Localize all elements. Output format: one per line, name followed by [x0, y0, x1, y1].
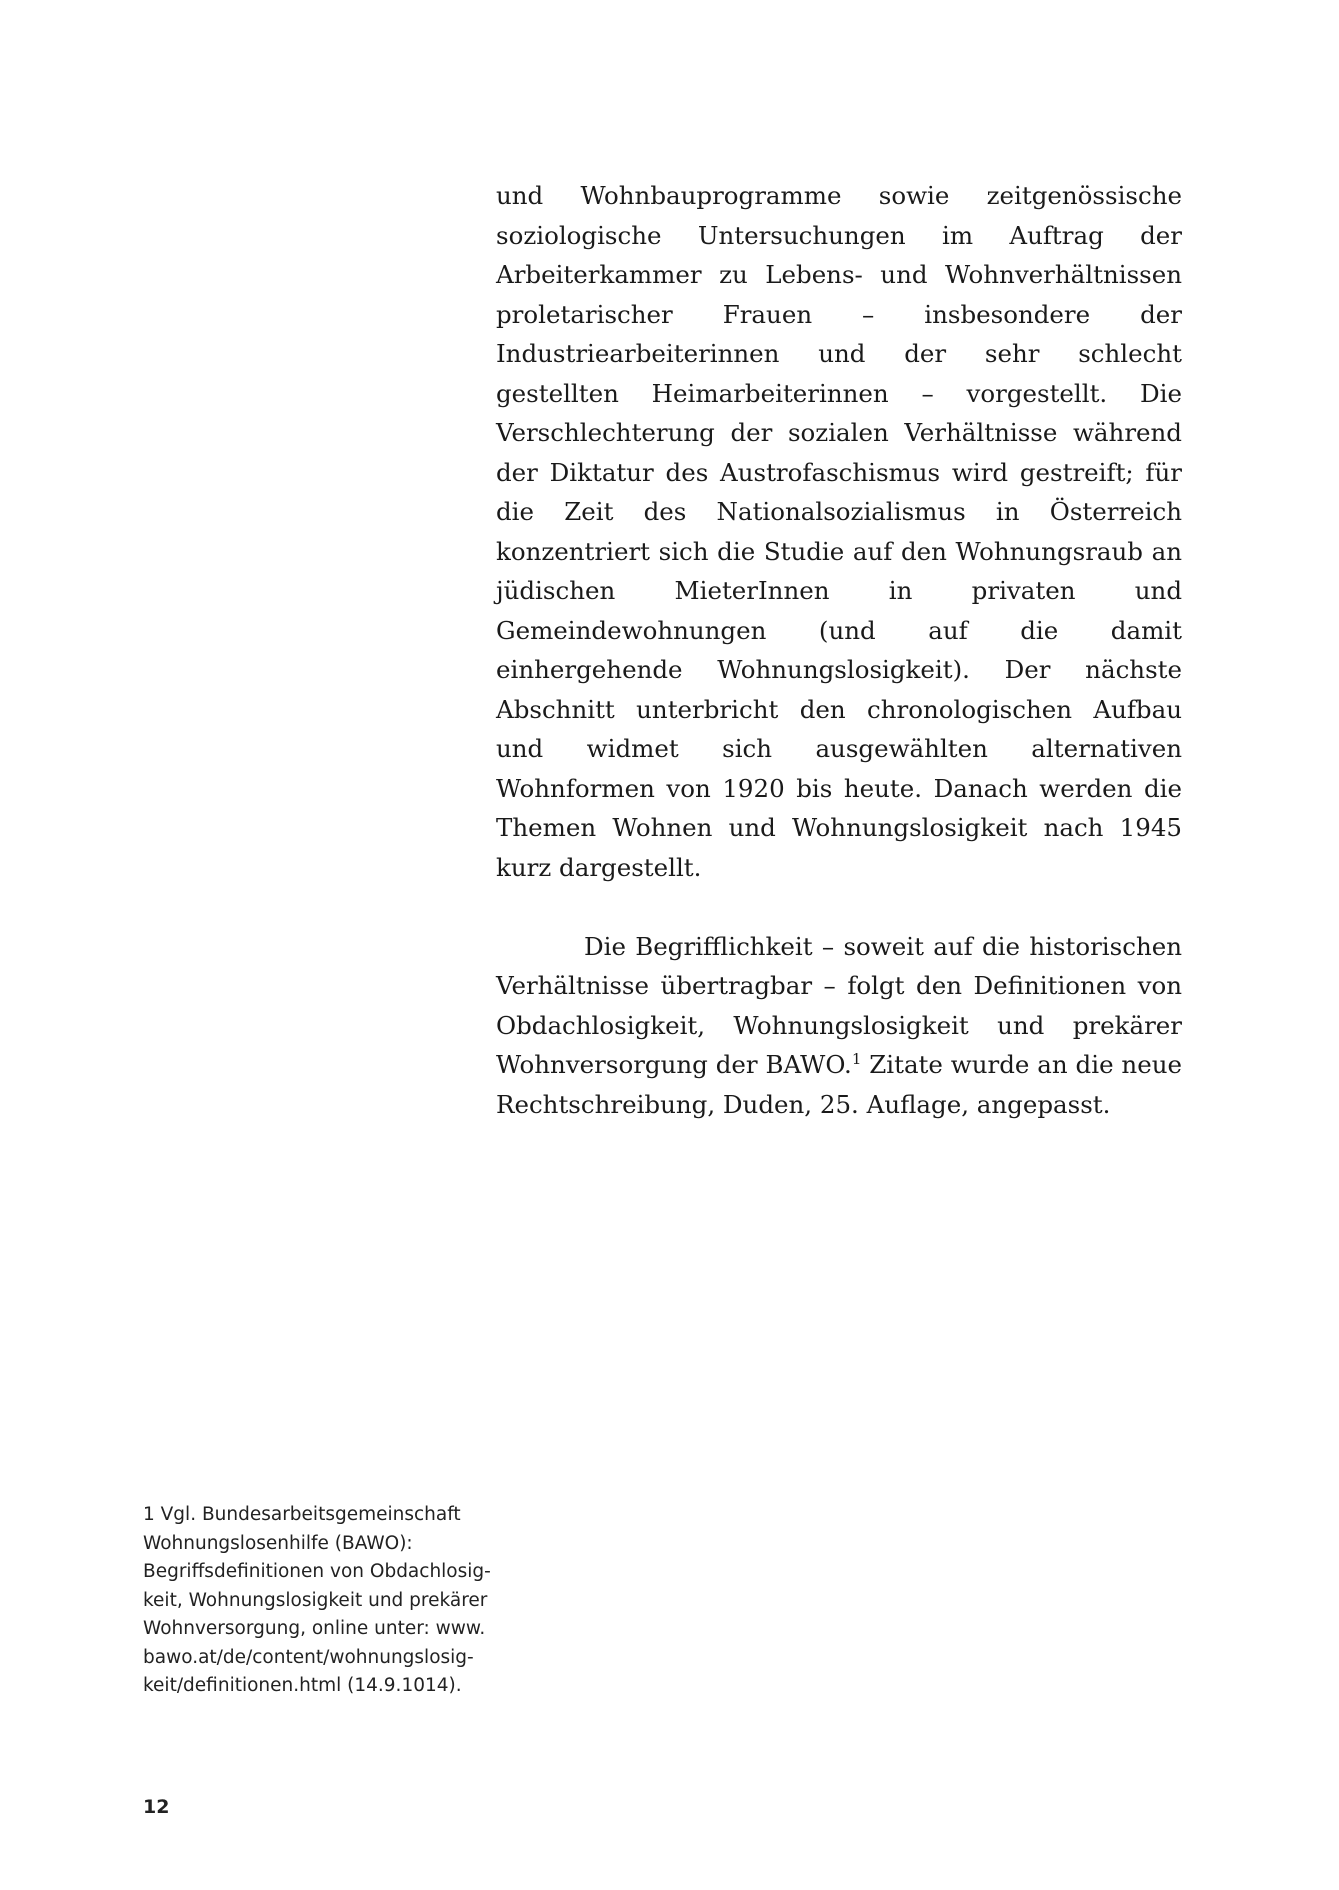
- main-text-column: [496, 176, 1182, 1124]
- paragraph-2-text-start: Die Begrifflichkeit – soweit auf die historischen Verhältnisse übertragbar – folgt den Definitionen von Obdachlosigkeit, Wohnungslosigkeit und prekärer Wohnversorgung der BAWO.: [496, 931, 1182, 1079]
- footnote-line: keit, Wohnungslosigkeit und prekärer: [143, 1589, 488, 1611]
- footnote: [143, 1501, 491, 1701]
- paragraph-2-text-end: Zitate wurde an die neue Rechtschreibung, Duden, 25. Auflage, angepasst.: [496, 1050, 1182, 1119]
- footnote-reference: 1: [851, 1049, 862, 1068]
- footnote-line: Begriffsdefinitionen von Obdachlosig-: [143, 1561, 491, 1582]
- footnote-line: bawo.at/de/content/wohnungslosig-: [143, 1646, 474, 1668]
- body-paragraph-2: [496, 927, 1182, 1125]
- footnote-line: Wohnversorgung, online unter: www.: [143, 1618, 486, 1639]
- footnote-line: keit/definitionen.html (14.9.1014).: [143, 1675, 462, 1696]
- body-paragraph-1: und Wohnbauprogramme sowie zeitgenössische soziologische Untersuchungen im Auftrag der Arbeiterkammer zu Lebens- und Wohnverhältnissen proletarischer Frauen – insbesondere der Industriearbeiterinnen und der sehr schlecht gestellten Heimarbeiterinnen – vorgestellt. Die Verschlechterung der sozialen Verhältnisse während der Diktatur des Austrofaschismus wird gestreift; für die Zeit des Nationalsozialismus in Österreich konzentriert sich die Studie auf den Wohnungsraub an jüdischen MieterInnen in privaten und Gemeindewohnungen (und auf die damit einhergehende Wohnungslosigkeit). Der nächste Abschnitt unterbricht den chronologischen Aufbau und widmet sich ausgewählten alternativen Wohnformen von 1920 bis heute. Danach werden die Themen Wohnen und Wohnungslosigkeit nach 1945 kurz dargestellt.: [496, 181, 1182, 882]
- page-number: 12: [143, 1796, 170, 1818]
- footnote-line: Wohnungslosenhilfe (BAWO):: [143, 1532, 413, 1554]
- footnote-line: 1 Vgl. Bundesarbeitsgemeinschaft: [143, 1504, 461, 1525]
